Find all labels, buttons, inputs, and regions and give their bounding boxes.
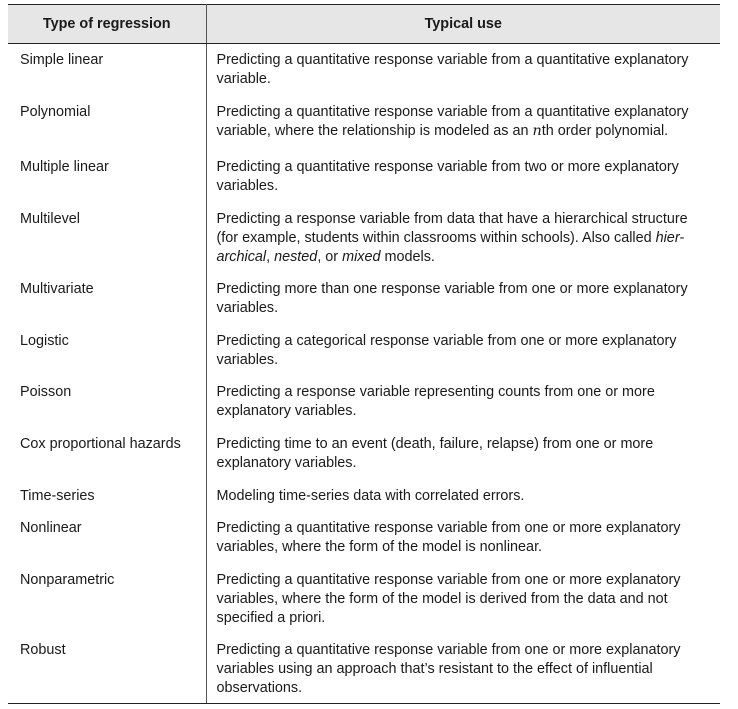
table-row xyxy=(8,564,720,634)
table-row xyxy=(8,512,720,564)
typical-use-cell: Predicting more than one response variable from one or more explanatory variables. xyxy=(216,280,688,316)
typical-use-cell: Modeling time-series data with correlated errors. xyxy=(216,487,525,504)
table-row xyxy=(8,428,720,480)
regression-type-cell: Poisson xyxy=(8,376,206,428)
header-typical-use: Typical use xyxy=(206,5,720,44)
regression-type-cell: Multivariate xyxy=(8,273,206,325)
regression-type-cell: Cox proportional hazards xyxy=(8,428,206,480)
regression-type-cell: Multilevel xyxy=(8,203,206,273)
table-row xyxy=(8,376,720,428)
table-row xyxy=(8,634,720,704)
typical-use-cell: Predicting a quantitative response variable from a quantitative explanatory variable, where the relationship is modeled as an nth order polynomial. xyxy=(216,103,689,139)
typical-use-cell: Predicting a quantitative response variable from one or more explanatory variables using an approach that’s resistant to the effect of influential observations. xyxy=(206,634,720,704)
regression-type-cell: Robust xyxy=(8,634,206,704)
regression-type-cell: Simple linear xyxy=(8,44,206,96)
regression-types-table xyxy=(8,4,720,704)
table-row xyxy=(8,480,720,512)
regression-type-cell: Polynomial xyxy=(8,96,206,151)
table-row xyxy=(8,151,720,203)
typical-use-cell: Predicting a categorical response variable from one or more explanatory variables. xyxy=(216,332,677,368)
table-row xyxy=(8,325,720,376)
typical-use-cell: Predicting a quantitative response variable from one or more explanatory variables, where the form of the model is nonlinear. xyxy=(216,519,681,555)
typical-use-cell: Predicting a quantitative response variable from a quantitative explanatory variable. xyxy=(216,52,689,87)
regression-type-cell: Nonlinear xyxy=(8,512,206,564)
table-row xyxy=(8,96,720,151)
regression-type-cell: Time-series xyxy=(8,480,206,512)
regression-types-table-container xyxy=(8,4,720,704)
table-row xyxy=(8,273,720,325)
typical-use-cell: Predicting a response variable from data that have a hierarchical structure (for example, students within classrooms within schools). Also called hier-archical, nested, or mixed models. xyxy=(216,210,688,265)
typical-use-cell: Predicting a quantitative response variable from one or more explanatory variables, where the form of the model is derived from the data and not specified a priori. xyxy=(216,571,681,626)
table-header-row xyxy=(8,5,720,44)
typical-use-cell: Predicting a quantitative response variable from two or more explanatory variables. xyxy=(216,158,679,194)
header-type-of-regression: Type of regression xyxy=(8,5,206,44)
typical-use-cell: Predicting time to an event (death, failure, relapse) from one or more explanatory variables. xyxy=(216,435,654,471)
nth-italic: n xyxy=(532,122,542,139)
regression-type-cell: Nonparametric xyxy=(8,564,206,634)
regression-type-cell: Multiple linear xyxy=(8,151,206,203)
table-row xyxy=(8,44,720,96)
typical-use-cell: Predicting a response variable representing counts from one or more explanatory variables. xyxy=(216,383,655,419)
table-row xyxy=(8,203,720,273)
regression-type-cell: Logistic xyxy=(8,325,206,376)
